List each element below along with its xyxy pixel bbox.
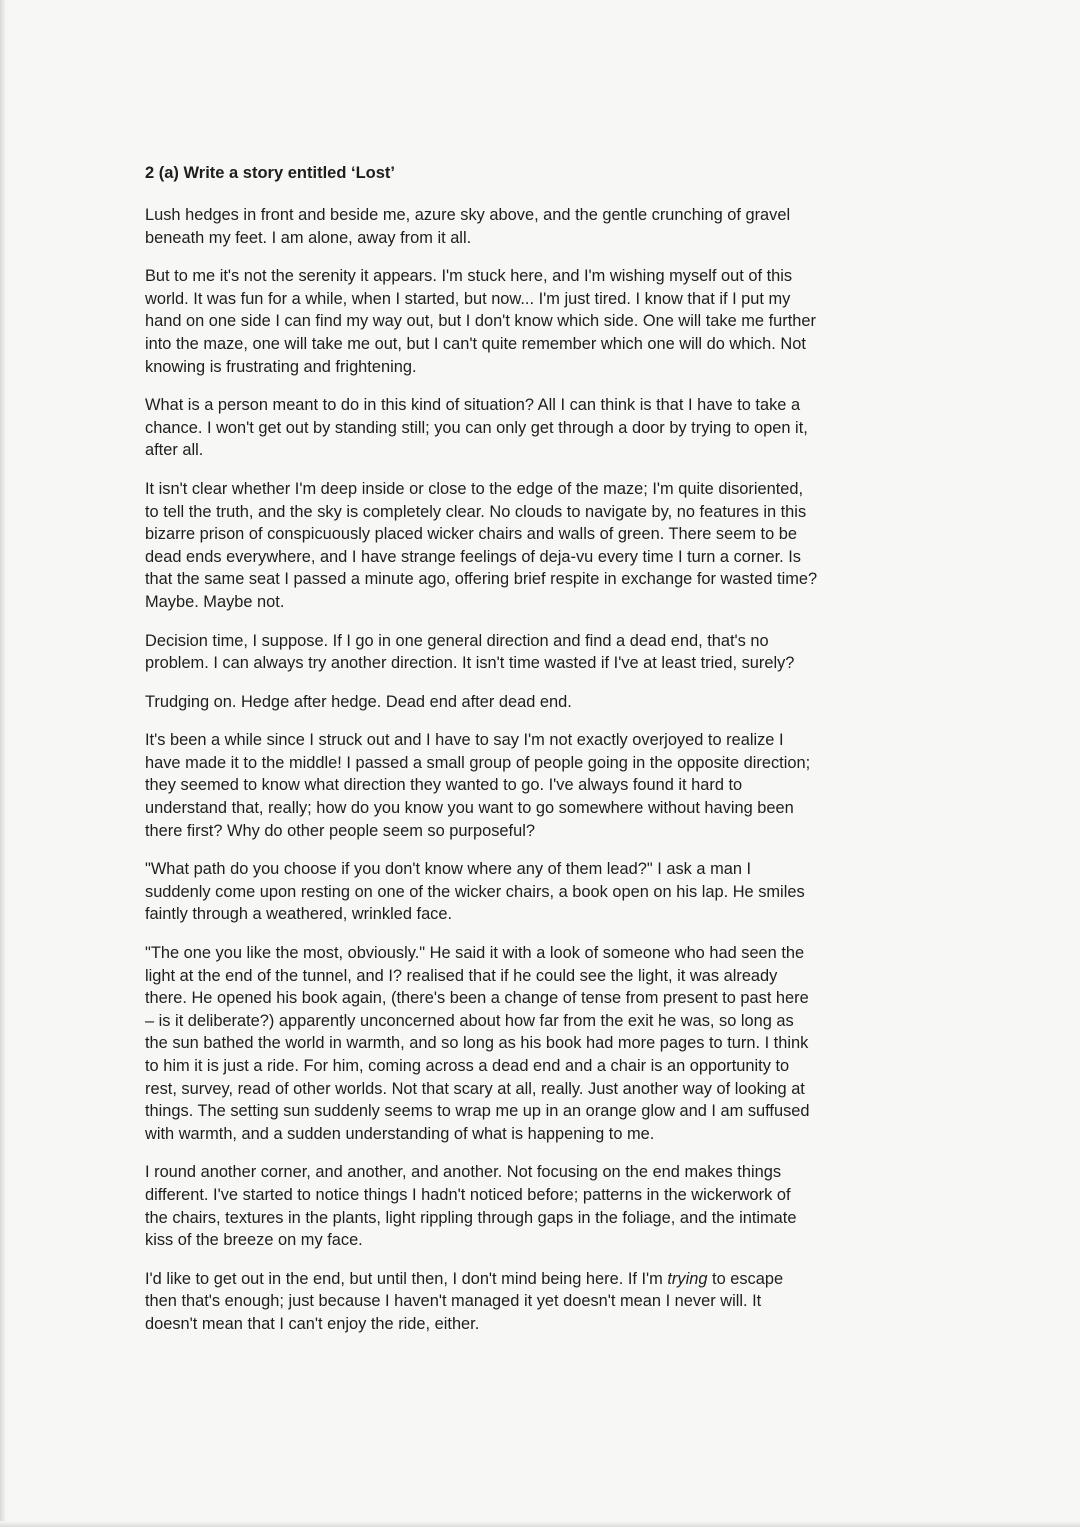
text-line: "What path do you choose if you don't know where any of them lead?" I ask a man I xyxy=(145,860,752,879)
text-line: the chairs, textures in the plants, light rippling through gaps in the foliage, and the intimate xyxy=(145,1208,797,1227)
text-line: there first? Why do other people seem so purposeful? xyxy=(145,821,535,840)
story-paragraph xyxy=(145,858,955,926)
text-line: hand on one side I can find my way out, but I don't know which side. One will take me further xyxy=(145,312,816,331)
text-line: have made it to the middle! I passed a small group of people going in the opposite direction; xyxy=(145,753,811,772)
story-paragraph xyxy=(145,630,955,675)
text-line xyxy=(145,1268,955,1291)
text-segment: I'd like to get out in the end, but until then, I don't mind being here. If I'm xyxy=(145,1269,668,1288)
story-paragraph xyxy=(145,265,955,378)
text-line: Lush hedges in front and beside me, azure sky above, and the gentle crunching of gravel xyxy=(145,206,791,224)
scan-edge-bottom xyxy=(0,1521,1080,1527)
text-line: different. I've started to notice things I hadn't noticed before; patterns in the wickerwork of xyxy=(145,1185,791,1204)
text-line: But to me it's not the serenity it appears. I'm stuck here, and I'm wishing myself out of this xyxy=(145,267,793,286)
text-segment: to escape xyxy=(707,1269,784,1288)
story-paragraph xyxy=(145,394,955,462)
text-line: It isn't clear whether I'm deep inside or close to the edge of the maze; I'm quite disoriented, xyxy=(145,479,804,498)
story-paragraph xyxy=(145,1161,955,1251)
question-title: 2 (a) Write a story entitled ‘Lost’ xyxy=(145,164,395,182)
text-line: then that's enough; just because I haven't managed it yet doesn't mean I never will. It xyxy=(145,1292,762,1311)
story-body xyxy=(145,204,955,1336)
italic-emphasis: trying xyxy=(667,1269,708,1288)
text-line: doesn't mean that I can't enjoy the ride, either. xyxy=(145,1314,480,1333)
story-paragraph xyxy=(145,204,955,249)
story-paragraph xyxy=(145,729,955,842)
text-line: the sun bathed the world in warmth, and so long as his book had more pages to turn. I think xyxy=(145,1034,809,1053)
scan-edge-left xyxy=(0,0,6,1527)
text-line: problem. I can always try another direction. It isn't time wasted if I've at least tried, surely? xyxy=(145,654,795,673)
text-line: Trudging on. Hedge after hedge. Dead end after dead end. xyxy=(145,692,572,711)
text-line: things. The setting sun suddenly seems to wrap me up in an orange glow and I am suffused xyxy=(145,1102,810,1121)
text-line: faintly through a weathered, wrinkled face. xyxy=(145,905,453,924)
text-line: they seemed to know what direction they wanted to go. I've always found it hard to xyxy=(145,776,743,795)
text-line: I round another corner, and another, and another. Not focusing on the end makes things xyxy=(145,1163,782,1182)
text-line: It's been a while since I struck out and I have to say I'm not exactly overjoyed to realize I xyxy=(145,731,784,750)
text-line: beneath my feet. I am alone, away from it all. xyxy=(145,228,472,247)
text-line: Maybe. Maybe not. xyxy=(145,592,285,611)
story-paragraph xyxy=(145,942,955,1145)
text-line: after all. xyxy=(145,441,204,460)
text-line: kiss of the breeze on my face. xyxy=(145,1231,363,1250)
text-line: knowing is frustrating and frightening. xyxy=(145,357,417,376)
text-line: world. It was fun for a while, when I started, but now... I'm just tired. I know that if I put my xyxy=(145,289,791,308)
text-line: that the same seat I passed a minute ago, offering brief respite in exchange for wasted time? xyxy=(145,570,818,589)
story-paragraph xyxy=(145,691,955,714)
text-line: to him it is just a ride. For him, coming across a dead end and a chair is an opportunity to xyxy=(145,1057,790,1075)
text-line: with warmth, and a sudden understanding of what is happening to me. xyxy=(145,1124,655,1143)
document-page xyxy=(145,162,955,1352)
text-line: rest, survey, read of other worlds. Not that scary at all, really. Just another way of looking at xyxy=(145,1079,805,1098)
text-line: suddenly come upon resting on one of the wicker chairs, a book open on his lap. He smiles xyxy=(145,882,805,901)
text-line: bizarre prison of conspicuously placed wicker chairs and walls of green. There seem to be xyxy=(145,525,798,544)
story-paragraph xyxy=(145,478,955,614)
text-line: understand that, really; how do you know you want to go somewhere without having been xyxy=(145,799,794,818)
text-line: light at the end of the tunnel, and I? realised that if he could see the light, it was already xyxy=(145,966,778,985)
text-line: Decision time, I suppose. If I go in one general direction and find a dead end, that's no xyxy=(145,631,769,650)
text-line: – is it deliberate?) apparently unconcerned about how far from the exit he was, so long as xyxy=(145,1011,794,1030)
text-line: there. He opened his book again, (there's been a change of tense from present to past here xyxy=(145,989,809,1008)
text-line: What is a person meant to do in this kind of situation? All I can think is that I have to take a xyxy=(145,396,801,415)
text-line: into the maze, one will take me out, but I can't quite remember which one will do which. Not xyxy=(145,334,806,353)
text-line: "The one you like the most, obviously." He said it with a look of someone who had seen the xyxy=(145,944,805,963)
text-line: to tell the truth, and the sky is completely clear. No clouds to navigate by, no features in this xyxy=(145,502,807,521)
text-line: chance. I won't get out by standing still; you can only get through a door by trying to open it, xyxy=(145,418,808,437)
story-paragraph xyxy=(145,1268,955,1336)
text-line: dead ends everywhere, and I have strange feelings of deja-vu every time I turn a corner. Is xyxy=(145,547,801,566)
